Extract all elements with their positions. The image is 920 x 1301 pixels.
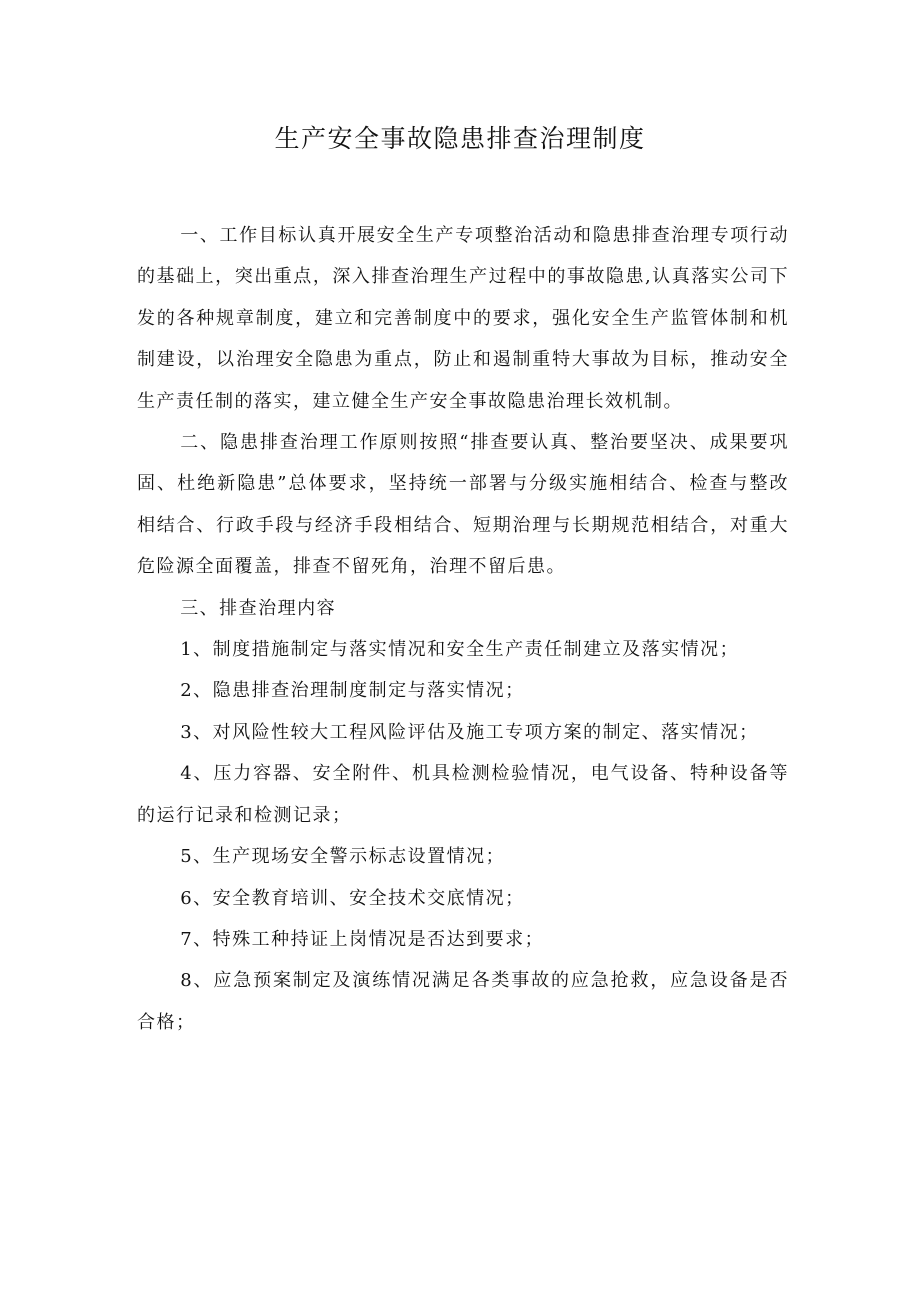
list-item-6: 6、安全教育培训、安全技术交底情况；: [180, 887, 525, 909]
list-item-3: 3、对风险性较大工程风险评估及施工专项方案的制定、落实情况；: [180, 721, 759, 743]
paragraph-content-heading: 三、排查治理内容: [180, 597, 337, 619]
list-item-4: 4、压力容器、安全附件、机具检测检验情况，电气设备、特种设备等的运行记录和检测记录；: [137, 763, 789, 826]
list-item-5: 5、生产现场安全警示标志设置情况；: [180, 846, 506, 868]
list-item-7: 7、特殊工种持证上岗情况是否达到要求；: [180, 928, 545, 950]
document-title: 生产安全事故隐患排查治理制度: [274, 124, 646, 153]
list-item-1: 1、制度措施制定与落实情况和安全生产责任制建立及落实情况；: [180, 639, 740, 661]
list-item-8: 8、应急预案制定及演练情况满足各类事故的应急抢救，应急设备是否合格；: [137, 970, 789, 1033]
paragraph-work-principle: 二、隐患排查治理工作原则按照“排查要认真、整治要坚决、成果要巩固、杜绝新隐患”总体要求，坚持统一部署与分级实施相结合、检查与整改相结合、行政手段与经济手段相结合、短期治理与长期规范相结合，对重大危险源全面覆盖，排查不留死角，治理不留后患。: [137, 432, 789, 578]
list-item-2: 2、隐患排查治理制度制定与落实情况；: [180, 680, 525, 702]
paragraph-work-goal: 一、工作目标认真开展安全生产专项整治活动和隐患排查治理专项行动的基础上，突出重点，深入排查治理生产过程中的事故隐患,认真落实公司下发的各种规章制度，建立和完善制度中的要求，强化安全生产监管体制和机制建设，以治理安全隐患为重点，防止和遏制重特大事故为目标，推动安全生产责任制的落实，建立健全生产安全事故隐患治理长效机制。: [137, 225, 789, 412]
document-body: [137, 215, 789, 1043]
